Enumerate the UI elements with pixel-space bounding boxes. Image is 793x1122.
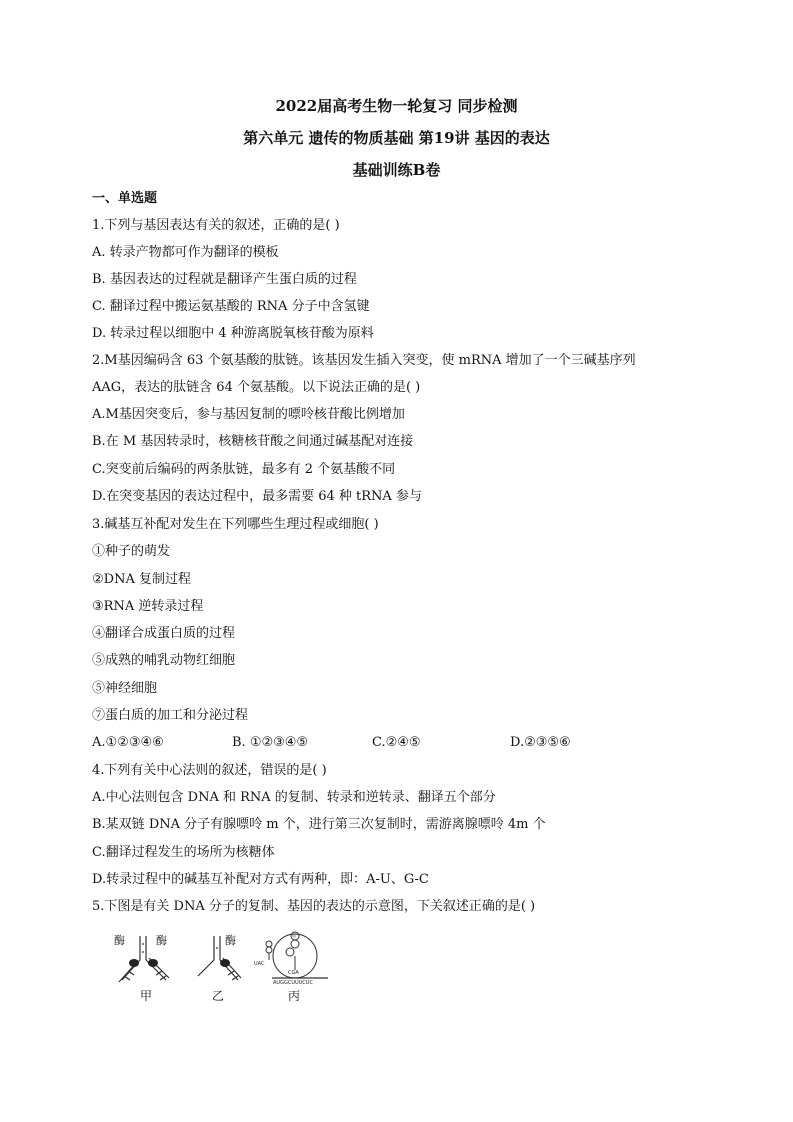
jia-enzyme-left-shape: [129, 959, 139, 967]
q1-option-a: A. 转录产物都可作为翻译的模板: [92, 245, 279, 260]
q4-option-d: D.转录过程中的碱基互补配对方式有两种，即：A-U、G-C: [92, 872, 429, 887]
q2-option-a: A.M基因突变后，参与基因复制的嘌呤核苷酸比例增加: [92, 407, 405, 422]
q4-option-b: B.某双链 DNA 分子有腺嘌呤 m 个，进行第三次复制时，需游离腺嘌呤 4m 个: [92, 817, 546, 832]
q3-item-2: ②DNA 复制过程: [92, 572, 191, 587]
jia-enzyme-label-right: 酶: [156, 934, 167, 947]
title-line-2: 第六单元 遗传的物质基础 第19讲 基因的表达: [243, 129, 550, 147]
q1-option-b: B. 基因表达的过程就是翻译产生蛋白质的过程: [92, 272, 357, 287]
q3-item-7: ⑦蛋白质的加工和分泌过程: [92, 708, 249, 723]
q3-option-a: A.①②③④⑥: [92, 735, 164, 750]
q2-option-c: C.突变前后编码的两条肽链，最多有 2 个氨基酸不同: [92, 462, 396, 477]
title-line-3: 基础训练B卷: [352, 161, 441, 179]
yi-left-branch: [198, 960, 214, 976]
q2-option-b: B.在 M 基因转录时，核糖核苷酸之间通过碱基配对连接: [92, 434, 414, 449]
title-line-1: 2022届高考生物一轮复习 同步检测: [275, 97, 518, 115]
figure-label-jia: 甲: [140, 989, 153, 1003]
q3-option-d: D.②③⑤⑥: [510, 735, 571, 750]
q2-option-d: D.在突变基因的表达过程中，最多需要 64 种 tRNA 参与: [92, 489, 422, 504]
jia-enzyme-label-left: 酶: [114, 934, 125, 947]
q3-option-c: C.②④⑤: [372, 735, 421, 750]
q3-item-6: ⑤神经细胞: [92, 681, 158, 696]
figure-label-yi: 乙: [212, 989, 225, 1003]
bing-mrna-label: AUGGCUUUCUC: [273, 980, 313, 986]
q1-stem: 1.下列与基因表达有关的叙述，正确的是( ): [92, 218, 340, 233]
q4-stem: 4.下列有关中心法则的叙述，错误的是( ): [92, 763, 327, 778]
section-heading: 一、单选题: [92, 191, 158, 206]
q5-stem: 5.下图是有关 DNA 分子的复制、基因的表达的示意图，下关叙述正确的是( ): [92, 899, 536, 914]
bing-codon-label: CGA: [288, 970, 299, 976]
q3-item-5: ⑤成熟的哺乳动物红细胞: [92, 653, 236, 668]
q3-option-b: B. ①②③④⑤: [232, 735, 309, 750]
yi-enzyme-shape: [220, 959, 230, 967]
q2-stem-line-1: 2.M基因编码含 63 个氨基酸的肽链。该基因发生插入突变，使 mRNA 增加了一个三碱基序列: [92, 353, 636, 368]
q4-option-a: A.中心法则包含 DNA 和 RNA 的复制、转录和逆转录、翻译五个部分: [92, 790, 496, 805]
bing-aa-3: [286, 948, 294, 956]
jia-enzyme-right-shape: [148, 959, 158, 967]
bing-aa-2: [291, 940, 299, 948]
q4-option-c: C.翻译过程发生的场所为核糖体: [92, 845, 275, 860]
bing-anticodon-label: UAC: [254, 961, 265, 967]
q1-option-d: D. 转录过程以细胞中 4 种游离脱氧核苷酸为原料: [92, 326, 374, 341]
bing-aa-label: 甲: [292, 934, 296, 939]
q3-item-1: ①种子的萌发: [92, 544, 171, 559]
bing-trna-aa-1: [266, 941, 272, 947]
jia-rung-1: [124, 976, 130, 980]
q1-option-c: C. 翻译过程中搬运氨基酸的 RNA 分子中含氢键: [92, 299, 370, 314]
bing-trna-aa-2: [266, 947, 272, 953]
q3-item-3: ③RNA 逆转录过程: [92, 599, 204, 614]
q3-item-4: ④翻译合成蛋白质的过程: [92, 626, 236, 641]
dna-expression-figure: [112, 930, 352, 1006]
yi-enzyme-label: 酶: [225, 934, 236, 947]
figure-label-bing: 丙: [288, 989, 301, 1003]
q2-stem-line-2: AAG，表达的肽链含 64 个氨基酸。以下说法正确的是( ): [92, 380, 421, 395]
q3-stem: 3.碱基互补配对发生在下列哪些生理过程或细胞( ): [92, 517, 379, 532]
